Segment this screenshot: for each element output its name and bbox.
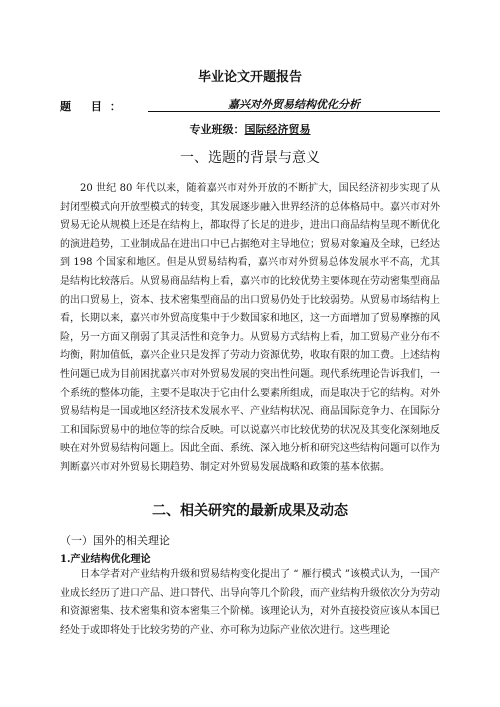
topic-value: 嘉兴对外贸易结构优化分析 <box>148 96 440 112</box>
background-paragraph: 20 世纪 80 年代以来，随着嘉兴市对外开放的不断扩大，国民经济初步实现了从封闭型模式向开放型模式的转变，其发展逐步融入世界经济的总体格局中。嘉兴市对外贸易无论从规模上还是在结构上，都取得了长足的进步，进出口商品结构呈现不断优化的演进趋势，工业制成品在进出口中已占据绝对主导地位；贸易对象遍及全球，已经达到 198 个国家和地区。但是从贸易结构看，嘉兴市对外贸易总体发展水平不高，尤其是结构比较落后。从贸易商品结构上看，嘉兴市的比较优势主要体现在劳动密集型商品的出口贸易上，资本、技术密集型商品的出口贸易仍处于比较弱势。从贸易市场结构上看，长期以来，嘉兴市外贸高度集中于少数国家和地区，这一方面增加了贸易摩擦的风险，另一方面又削弱了其灵活性和竞争力。从贸易方式结构上看，加工贸易产业分布不均衡，附加值低，嘉兴企业只是发挥了劳动力资源优势，收取有限的加工费。上述结构性问题已成为目前困扰嘉兴市对外贸易发展的突出性问题。现代系统理论告诉我们，一个系统的整体功能，主要不是取决于它由什么要素所组成，而是取决于它的结构。对外贸易结构是一国或地区经济技术发展水平、产业结构状况、商品国际竞争力、在国际分工和国际贸易中的地位等的综合反映。可以说嘉兴市比较优势的状况及其变化深刻地反映在对外贸易结构问题上。因此全面、系统、深入地分析和研究这些结构问题可以作为判断嘉兴市对外贸易长期趋势、制定对外贸易发展战略和政策的基本依据。 <box>60 183 440 473</box>
topic-label: 题 目： <box>60 100 129 113</box>
item-heading-industry-theory: 1.产业结构优化理论 <box>60 554 151 565</box>
topic-row <box>60 96 440 114</box>
subsection-heading-foreign: （一）国外的相关理论 <box>60 534 170 547</box>
class-label: 专业班级： <box>189 123 245 136</box>
class-value: 国际经济贸易 <box>244 123 311 136</box>
theory-paragraph: 日本学者对产业结构升级和贸易结构变化提出了 “ 雁行模式 ”该模式认为，一国产业成长经历了进口产品、进口替代、出导向等几个阶段，而产业结构升级依次分为劳动和资源密集、技术密集和资本密集三个阶梯。该理论认为，对外直接投资应该从本国已经处于或即将处于比较劣势的产业、亦可称为边际产业依次进行。这些理论 <box>60 569 440 636</box>
report-title: 毕业论文开题报告 <box>197 70 302 85</box>
class-row <box>0 121 500 137</box>
section-heading-research: 二、相关研究的最新成果及动态 <box>152 503 348 519</box>
section-heading-background: 一、选题的背景与意义 <box>180 150 320 166</box>
